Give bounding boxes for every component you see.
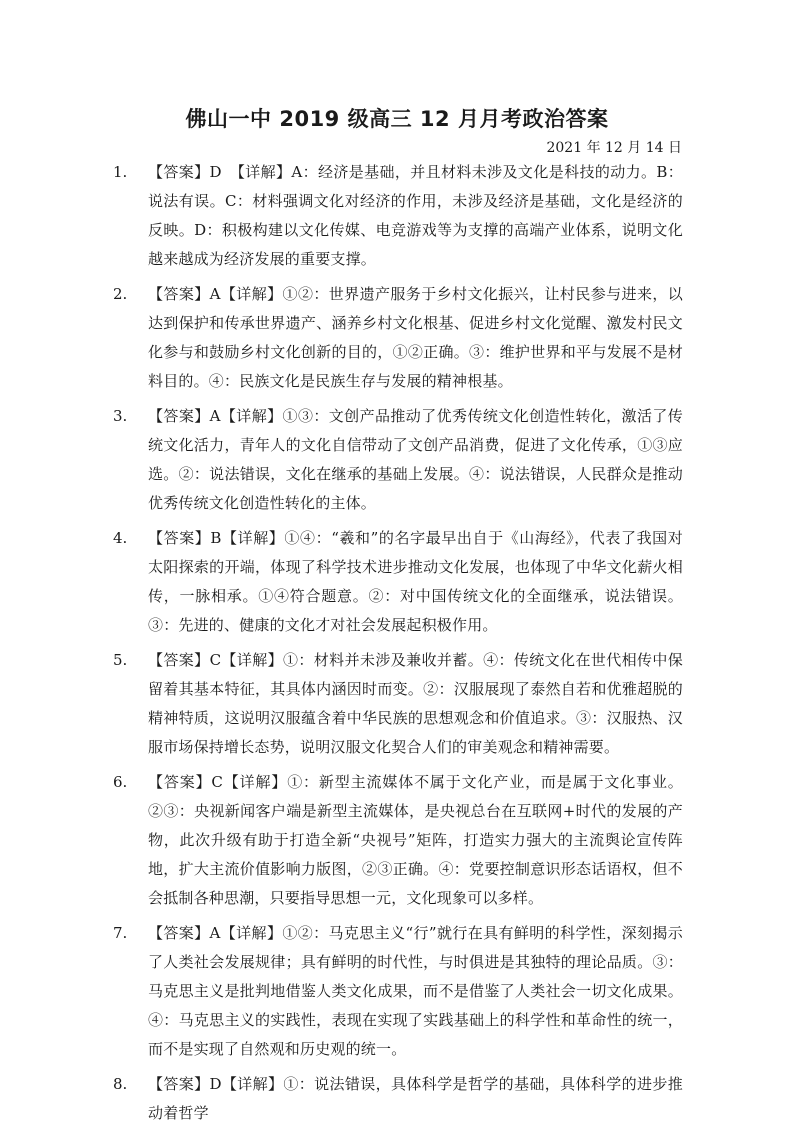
- answer-list: [113, 158, 683, 1134]
- item-text: 【答案】D 【详解】A：经济是基础，并且材料未涉及文化是科技的动力。B：说法有误。C：材料强调文化对经济的作用，未涉及经济是基础，文化是经济的反映。D：积极构建以文化传媒、电竞游戏等为支撑的高端产业体系，说明文化越来越成为经济发展的重要支撑。: [148, 163, 683, 268]
- item-number: 4.: [113, 529, 128, 547]
- answer-item-1: [113, 158, 683, 274]
- item-text: 【答案】B【详解】①④：“羲和”的名字最早出自于《山海经》，代表了我国对太阳探索的开端，体现了科学技术进步推动文化发展，也体现了中华文化薪火相传，一脉相承。①④符合题意。②：对中国传统文化的全面继承，说法错误。③：先进的、健康的文化才对社会发展起积极作用。: [148, 529, 683, 634]
- document-title: 佛山一中 2019 级高三 12 月月考政治答案: [185, 107, 609, 131]
- item-number: 1.: [113, 163, 128, 181]
- document-date: 2021 年 12 月 14 日: [546, 140, 682, 156]
- item-text: 【答案】C【详解】①：材料并未涉及兼收并蓄。④：传统文化在世代相传中保留着其基本特征，其具体内涵因时而变。②：汉服展现了泰然自若和优雅超脱的精神特质，这说明汉服蕴含着中华民族的思想观念和价值追求。③：汉服热、汉服市场保持增长态势，说明汉服文化契合人们的审美观念和精神需要。: [148, 651, 683, 756]
- item-text: 【答案】A【详解】①③：文创产品推动了优秀传统文化创造性转化，激活了传统文化活力，青年人的文化自信带动了文创产品消费，促进了文化传承，①③应选。②：说法错误，文化在继承的基础上发展。④：说法错误，人民群众是推动优秀传统文化创造性转化的主体。: [148, 407, 683, 512]
- item-number: 8.: [113, 1075, 128, 1093]
- answer-item-3: [113, 402, 683, 518]
- answer-item-7: [113, 919, 683, 1064]
- item-number: 3.: [113, 407, 128, 425]
- answer-item-6: [113, 768, 683, 913]
- item-text: 【答案】A【详解】①②：世界遗产服务于乡村文化振兴，让村民参与进来，以达到保护和传承世界遗产、涵养乡村文化根基、促进乡村文化觉醒、激发村民文化参与和鼓励乡村文化创新的目的，①②正确。③：维护世界和平与发展不是材料目的。④：民族文化是民族生存与发展的精神根基。: [148, 285, 683, 390]
- answer-item-5: [113, 646, 683, 762]
- answer-item-2: [113, 280, 683, 396]
- answer-item-4: [113, 524, 683, 640]
- item-number: 6.: [113, 773, 128, 791]
- item-number: 7.: [113, 924, 128, 942]
- item-text: 【答案】A【详解】①②：马克思主义“行”就行在具有鲜明的科学性，深刻揭示了人类社会发展规律；具有鲜明的时代性，与时俱进是其独特的理论品质。③：马克思主义是批判地借鉴人类文化成果，而不是借鉴了人类社会一切文化成果。④：马克思主义的实践性，表现在实现了实践基础上的科学性和革命性的统一，而不是实现了自然观和历史观的统一。: [148, 924, 683, 1058]
- item-text: 【答案】D【详解】①：说法错误，具体科学是哲学的基础，具体科学的进步推动着哲学: [148, 1075, 683, 1122]
- item-number: 2.: [113, 285, 128, 303]
- item-text: 【答案】C【详解】①：新型主流媒体不属于文化产业，而是属于文化事业。②③：央视新闻客户端是新型主流媒体，是央视总台在互联网+时代的发展的产物，此次升级有助于打造全新“央视号”矩阵，打造实力强大的主流舆论宣传阵地，扩大主流价值影响力版图，②③正确。④：党要控制意识形态话语权，但不会抵制各种思潮，只要指导思想一元，文化现象可以多样。: [148, 773, 683, 907]
- item-number: 5.: [113, 651, 128, 669]
- answer-item-8: [113, 1070, 683, 1128]
